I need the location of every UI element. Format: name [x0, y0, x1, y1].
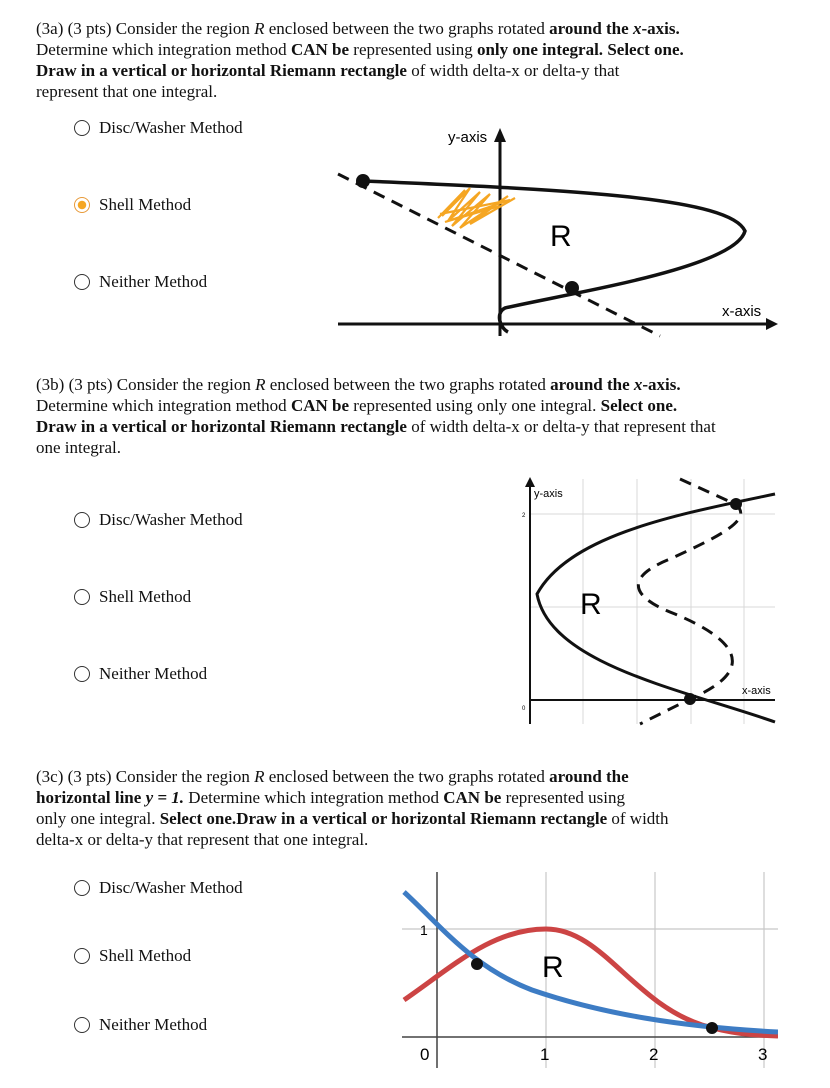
option-3c-disc[interactable]: Disc/Washer Method: [74, 878, 243, 898]
region-label: R: [550, 220, 572, 253]
x-axis-label: x-axis: [722, 303, 762, 320]
parabola-curve: [363, 181, 745, 332]
radio-button[interactable]: [74, 589, 90, 605]
figure-3b: [510, 474, 780, 730]
option-3c-neither[interactable]: Neither Method: [74, 1015, 207, 1035]
option-3a-shell[interactable]: Shell Method: [74, 195, 191, 215]
question-3a: (3a) (3 pts) Consider the region R enclosed between the two graphs rotated around the x-axis. Determine which integration method CAN be represented using only one integral. Select one. Draw in a vertical or horizontal Riemann rectangle of width delta-x or delta-y that represent that one integral.: [36, 19, 684, 101]
option-3b-shell[interactable]: Shell Method: [74, 587, 191, 607]
dashed-curve: [638, 479, 740, 724]
radio-button[interactable]: [74, 274, 90, 290]
radio-button-selected[interactable]: [74, 197, 90, 213]
tick-label: 3: [758, 1045, 768, 1064]
question-3b: (3b) (3 pts) Consider the region R enclosed between the two graphs rotated around the x-axis. Determine which integration method CAN be represented using only one integral. Select one. Draw in a vertical or horizontal Riemann rectangle of width delta-x or delta-y that represent that one integral.: [36, 375, 716, 457]
intersection-point: [471, 958, 483, 970]
intersection-point: [706, 1022, 718, 1034]
tick-label: 1: [540, 1045, 550, 1064]
region-label: R: [580, 588, 602, 621]
y-axis-label: y-axis: [534, 488, 563, 500]
option-3b-neither[interactable]: Neither Method: [74, 664, 207, 684]
x-axis-label: x-axis: [742, 685, 771, 697]
y-axis-label: y-axis: [448, 129, 488, 146]
option-3a-disc[interactable]: Disc/Washer Method: [74, 118, 243, 138]
option-3b-disc[interactable]: Disc/Washer Method: [74, 510, 243, 530]
radio-button[interactable]: [74, 120, 90, 136]
parabola-curve: [537, 494, 775, 722]
radio-button[interactable]: [74, 512, 90, 528]
option-3c-shell[interactable]: Shell Method: [74, 946, 191, 966]
tick-label: 0: [420, 1045, 430, 1064]
x-axis-arrow: [766, 318, 778, 330]
radio-button[interactable]: [74, 1017, 90, 1033]
grid: [530, 479, 775, 724]
intersection-point: [730, 498, 742, 510]
riemann-rectangle-scribble: [438, 188, 515, 228]
y-axis-arrow: [525, 477, 535, 487]
intersection-point: [356, 174, 370, 188]
question-3c: (3c) (3 pts) Consider the region R enclosed between the two graphs rotated around the horizontal line y = 1. Determine which integration method CAN be represented using only one integral. Select one.Draw in a vertical or horizontal Riemann rectangle of width delta-x or delta-y that represent that one integral.: [36, 767, 669, 849]
intersection-point: [684, 693, 696, 705]
tick-label: 2: [522, 513, 526, 519]
tick-label: 1: [420, 922, 428, 938]
figure-3a: [330, 118, 790, 340]
tick-label: 0: [522, 706, 526, 712]
intersection-point: [565, 281, 579, 295]
figure-3c: [402, 872, 778, 1072]
radio-button[interactable]: [74, 880, 90, 896]
y-axis-arrow: [494, 128, 506, 142]
radio-button[interactable]: [74, 948, 90, 964]
radio-button[interactable]: [74, 666, 90, 682]
option-3a-neither[interactable]: Neither Method: [74, 272, 207, 292]
tick-label: 2: [649, 1045, 659, 1064]
grid: [402, 872, 778, 1068]
region-label: R: [542, 951, 564, 984]
